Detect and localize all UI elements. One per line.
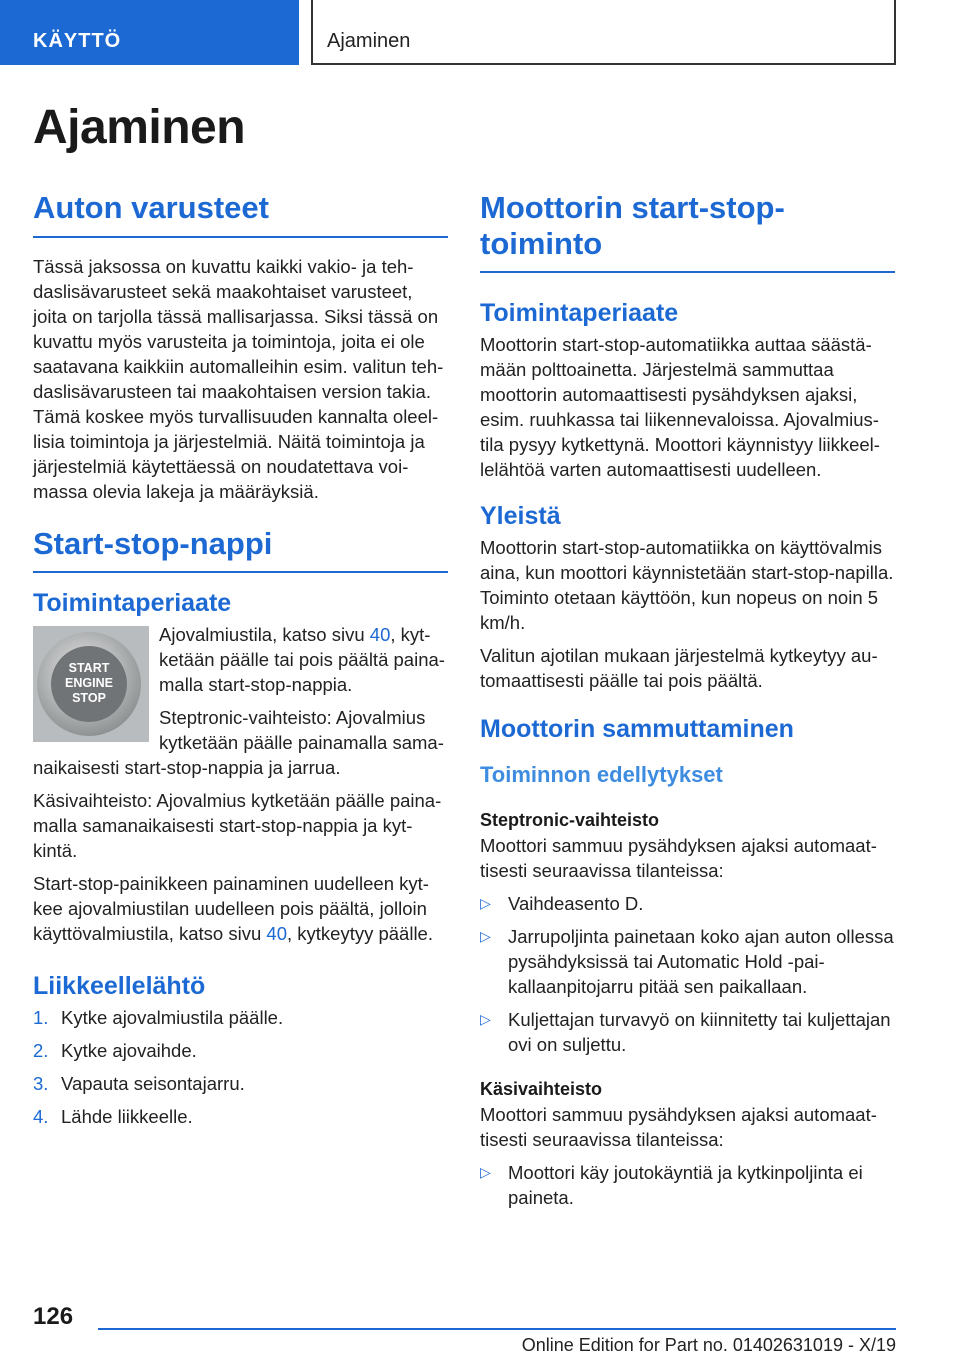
step-text: Kytke ajovalmiustila päälle. — [61, 1007, 284, 1029]
paragraph-yleista-2: Valitun ajotilan mukaan järjestelmä kytkeytyy automaattisesti päälle tai pois päältä. — [480, 645, 878, 692]
heading-toiminnon-edellytykset: Toiminnon edellytykset — [480, 762, 723, 788]
text-span: Start-stop-painikkeen painaminen uudelleen kytkee ajovalmiustilan uudelleen pois päältä, jolloin käyttövalmiustila, katso sivu — [33, 873, 429, 945]
triangle-bullet-icon: ▷ — [480, 1011, 491, 1028]
step-number: 3. — [33, 1073, 49, 1095]
list-item — [480, 924, 895, 999]
chapter-title: Ajaminen — [311, 0, 896, 65]
page-title: Ajaminen — [33, 101, 246, 154]
paragraph-kasivaihteisto: Moottori sammuu pysähdyksen ajaksi automaattisesti seuraavissa tilanteissa: — [480, 1104, 877, 1151]
heading-steptronic: Steptronic-vaihteisto — [480, 810, 660, 831]
paragraph-toimintaperiaate: Moottorin start-stop-automatiikka auttaa säästämään polttoainetta. Järjestelmä sammuttaa moottorin automaattisesti pysähdyksen ajaksi, esim. ruuhkassa tai liikennevaloissa. Ajovalmiustila pysyy kytkettynä. Moottori käynnistyy liikkeellelähtöä varten automaattisesti uudelleen. — [480, 334, 880, 481]
step-text: Lähde liikkeelle. — [61, 1106, 193, 1128]
start-stop-button-image — [33, 626, 149, 742]
heading-start-stop-nappi: Start-stop-nappi — [33, 526, 448, 574]
list-item-text: Kuljettajan turvavyö on kiinnitetty tai kuljettajan ovi on suljettu. — [508, 1009, 891, 1056]
step-text: Kytke ajovaihde. — [61, 1040, 197, 1062]
list-item-text: Vaihdeasento D. — [508, 893, 644, 915]
triangle-bullet-icon: ▷ — [480, 928, 491, 945]
paragraph-painaminen-uudelleen — [33, 871, 448, 946]
list-item-text: Moottori käy joutokäyntiä ja kytkinpoljinta ei paineta. — [508, 1162, 863, 1209]
page-number: 126 — [33, 1303, 74, 1330]
button-label-line: ENGINE — [65, 676, 113, 691]
step-text: Vapauta seisontajarru. — [61, 1073, 245, 1095]
paragraph-varusteet: Tässä jaksossa on kuvattu kaikki vakio- ja tehdaslisävarusteet sekä maakohtaiset varusteet, joita on tarjolla tässä mallisarjassa. Siksi tässä on kuvattu myös varusteita ja toimintoja, joita ei ole saatavana kaikkiin automalleihin esim. valitun tehdaslisävarusteen tai maakohtaisen version takia. Tämä koskee myös turvallisuuden kannalta oleellisia toimintoja ja järjestelmiä. Näitä toimintoja ja järjestelmiä käytettäessä on noudatettava voimassa olevia lakeja ja määräyksiä. — [33, 255, 444, 502]
button-label-line: STOP — [72, 691, 106, 706]
list-item — [33, 1071, 448, 1096]
list-item — [33, 1038, 448, 1063]
button-label — [51, 661, 127, 706]
list-item — [33, 1104, 448, 1129]
heading-toimintaperiaate-right: Toimintaperiaate — [480, 299, 679, 328]
button-label-line: START — [68, 661, 110, 676]
kasivaihteisto-conditions-list — [480, 1160, 895, 1210]
left-column — [33, 190, 448, 1137]
paragraph-kasivaihteisto-ajovalmius: Käsivaihteisto: Ajovalmius kytketään päälle painamalla samanaikaisesti start-stop-nappia ja kytkintä. — [33, 790, 442, 862]
list-item — [480, 1160, 895, 1210]
footer-divider — [98, 1328, 896, 1330]
heading-liikkeellelahto: Liikkeellelähtö — [33, 972, 206, 1001]
text-span: , kytkeytyy päälle. — [286, 923, 433, 945]
heading-toimintaperiaate-left: Toimintaperiaate — [33, 589, 232, 618]
heading-auton-varusteet: Auton varusteet — [33, 190, 448, 238]
page-link-40[interactable]: 40 — [369, 624, 391, 646]
step-number: 2. — [33, 1040, 49, 1062]
step-number: 4. — [33, 1106, 49, 1128]
list-item — [480, 891, 895, 916]
triangle-bullet-icon: ▷ — [480, 895, 491, 912]
paragraph-steptronic-ajovalmius: Steptronic-vaihteisto: Ajovalmius kytketään päälle painamalla samanaikaisesti start-stop-nappia ja jarrua. — [33, 707, 444, 779]
list-item — [480, 1007, 895, 1057]
heading-kasivaihteisto: Käsivaihteisto — [480, 1079, 603, 1100]
triangle-bullet-icon: ▷ — [480, 1164, 491, 1181]
paragraph-yleista-1: Moottorin start-stop-automatiikka on käyttövalmis aina, kun moottori käynnistetään start-stop-napilla. Toiminto otetaan käyttöön, kun nopeus on noin 5 km/h. — [480, 537, 894, 634]
text-span: Ajovalmiustila, katso sivu — [159, 624, 370, 646]
heading-moottorin-sammuttaminen: Moottorin sammuttaminen — [480, 715, 794, 744]
section-tab: KÄYTTÖ — [0, 0, 299, 65]
page-link-40[interactable]: 40 — [266, 923, 287, 945]
step-number: 1. — [33, 1007, 49, 1029]
list-item-text: Jarrupoljinta painetaan koko ajan auton ollessa pysähdyksissä tai Automatic Hold -paikallaanpitojarru pitää sen paikallaan. — [508, 926, 894, 998]
right-column — [480, 190, 895, 1218]
steptronic-conditions-list — [480, 891, 895, 1057]
heading-moottorin-start-stop: Moottorin start-stop-toiminto — [480, 190, 895, 273]
text-span: , kytketään päälle tai pois päältä painamalla start-stop-nappia. — [159, 624, 445, 696]
paragraph-steptronic: Moottori sammuu pysähdyksen ajaksi automaattisesti seuraavissa tilanteissa: — [480, 835, 877, 882]
steps-list — [33, 1005, 448, 1129]
footer-edition: Online Edition for Part no. 01402631019 - X/19 — [521, 1335, 896, 1355]
heading-yleista: Yleistä — [480, 502, 561, 531]
list-item — [33, 1005, 448, 1030]
